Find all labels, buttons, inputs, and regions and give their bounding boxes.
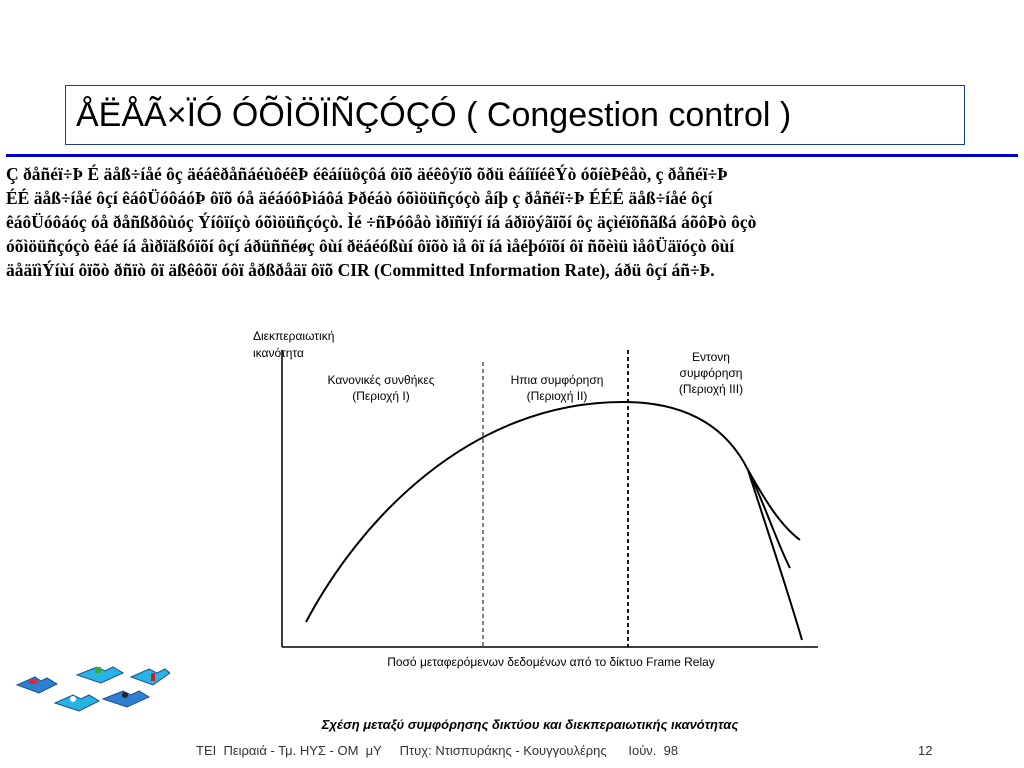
figure-caption: Σχέση μεταξύ συμφόρησης δικτύου και διεκπεραιωτικής ικανότητας bbox=[321, 717, 739, 732]
body-line: äåäïìÝíùí ôïõò ðñïò ôï äßêôõï óôï åðßðåäï ôïõ CIR (Committed Information Rate), áðü ôçí áñ÷Þ. bbox=[6, 260, 715, 280]
region1-label-line2: (Περιοχή I) bbox=[352, 389, 410, 403]
region2-label-line2: (Περιοχή II) bbox=[526, 389, 588, 403]
curve-branch-bottom bbox=[748, 470, 802, 640]
region3-label-line3: (Περιοχή III) bbox=[678, 382, 744, 396]
title-english: ( Congestion control ) bbox=[456, 96, 792, 134]
throughput-curve bbox=[306, 402, 748, 622]
puzzle-pieces-logo-icon bbox=[15, 655, 170, 720]
region3-label-line1: Εντονη bbox=[692, 350, 730, 364]
page-number: 12 bbox=[918, 743, 933, 758]
body-line: ÉÉ äåß÷íåé ôçí êáôÜóôáóÞ ôïõ óå äéáóôÞìáôá Þðéáò óõìöüñçóçò åíþ ç ðåñéï÷Þ ÉÉÉ äåß÷íåé ôçí bbox=[6, 188, 713, 208]
region3-label-line2: συμφόρηση bbox=[679, 366, 743, 380]
region1-label-line1: Κανονικές συνθήκες bbox=[327, 373, 435, 387]
y-axis-label-line2: ικανότητα bbox=[253, 346, 304, 360]
y-axis-label-line1: Διεκπεραιωτική bbox=[253, 329, 335, 343]
body-line: óõìöüñçóçò êáé íá åìðïäßóïõí ôçí áðüññéøç ôùí ðëáéóßùí ôïõò ìå ôï íá ìåéþóïõí ôï ñõèìü ìåôÜäïóçò ôùí bbox=[6, 236, 735, 256]
x-axis-label: Ποσό μεταφερόμενων δεδομένων από το δίκτυο Frame Relay bbox=[387, 655, 715, 669]
region2-label-line1: Ηπια συμφόρηση bbox=[510, 373, 604, 387]
title-garbled: ÅËÅÃ×ÏÓ ÓÕÌÖÏÑÇÓÇÓ bbox=[76, 96, 457, 134]
curve-branch-middle bbox=[748, 470, 790, 568]
body-line: Ç ðåñéï÷Þ É äåß÷íåé ôç äéáêðåñáéùôéêÞ éêáíüôçôá ôïõ äéêôýïõ õðü êáíïíéêÝò óõíèÞêåò, ç ðåñéï÷Þ bbox=[6, 164, 728, 184]
footer-text: TEI Πειραιά - Τμ. ΗΥΣ - ΟΜ μΥ Πτυχ: Ντισπυράκης - Κουγγουλέρης Ιούν. 98 bbox=[196, 743, 679, 758]
body-line: êáôÜóôáóç óå ðåñßðôùóç Ýíôïíçò óõìöüñçóçò. Ìé ÷ñÞóôåò ìðïñïýí íá áðïöýãïõí ôç äçìéïõñãßá áõôÞò ôçò bbox=[6, 212, 757, 232]
